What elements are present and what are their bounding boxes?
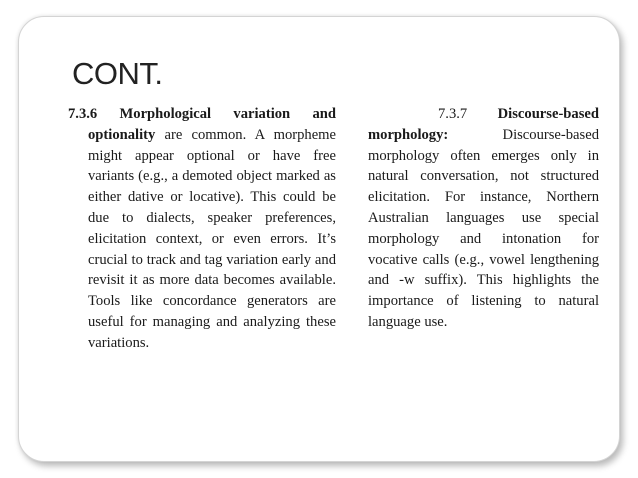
right-paragraph — [368, 104, 599, 333]
left-column — [68, 104, 336, 354]
right-section-heading: Discourse-based morphology: — [368, 106, 599, 143]
slide-title: CONT. — [72, 56, 163, 91]
left-paragraph — [68, 104, 336, 354]
left-section-heading: 7.3.6 Morphological variation and optionality — [68, 106, 336, 143]
right-section-body: Discourse-based morphology often emerges only in natural conversation, not structured elicitation. For instance, Northern Australian languages use special morphology and intonation for vocative calls (e.g., vowel lengthening and -w suffix). This highlights the importance of listening to natural language use. — [368, 126, 599, 330]
left-section-body: are common. A morpheme might appear optional or have free variants (e.g., a demoted object marked as either dative or locative). This could be due to dialects, speaker preferences, elicitation context, or even errors. It’s crucial to track and tag variation early and revisit it as more data becomes available. Tools like concordance generators are useful for managing and analyzing these variations. — [88, 126, 336, 351]
right-section-number: 7.3.7 — [438, 106, 498, 122]
right-column — [368, 104, 599, 333]
